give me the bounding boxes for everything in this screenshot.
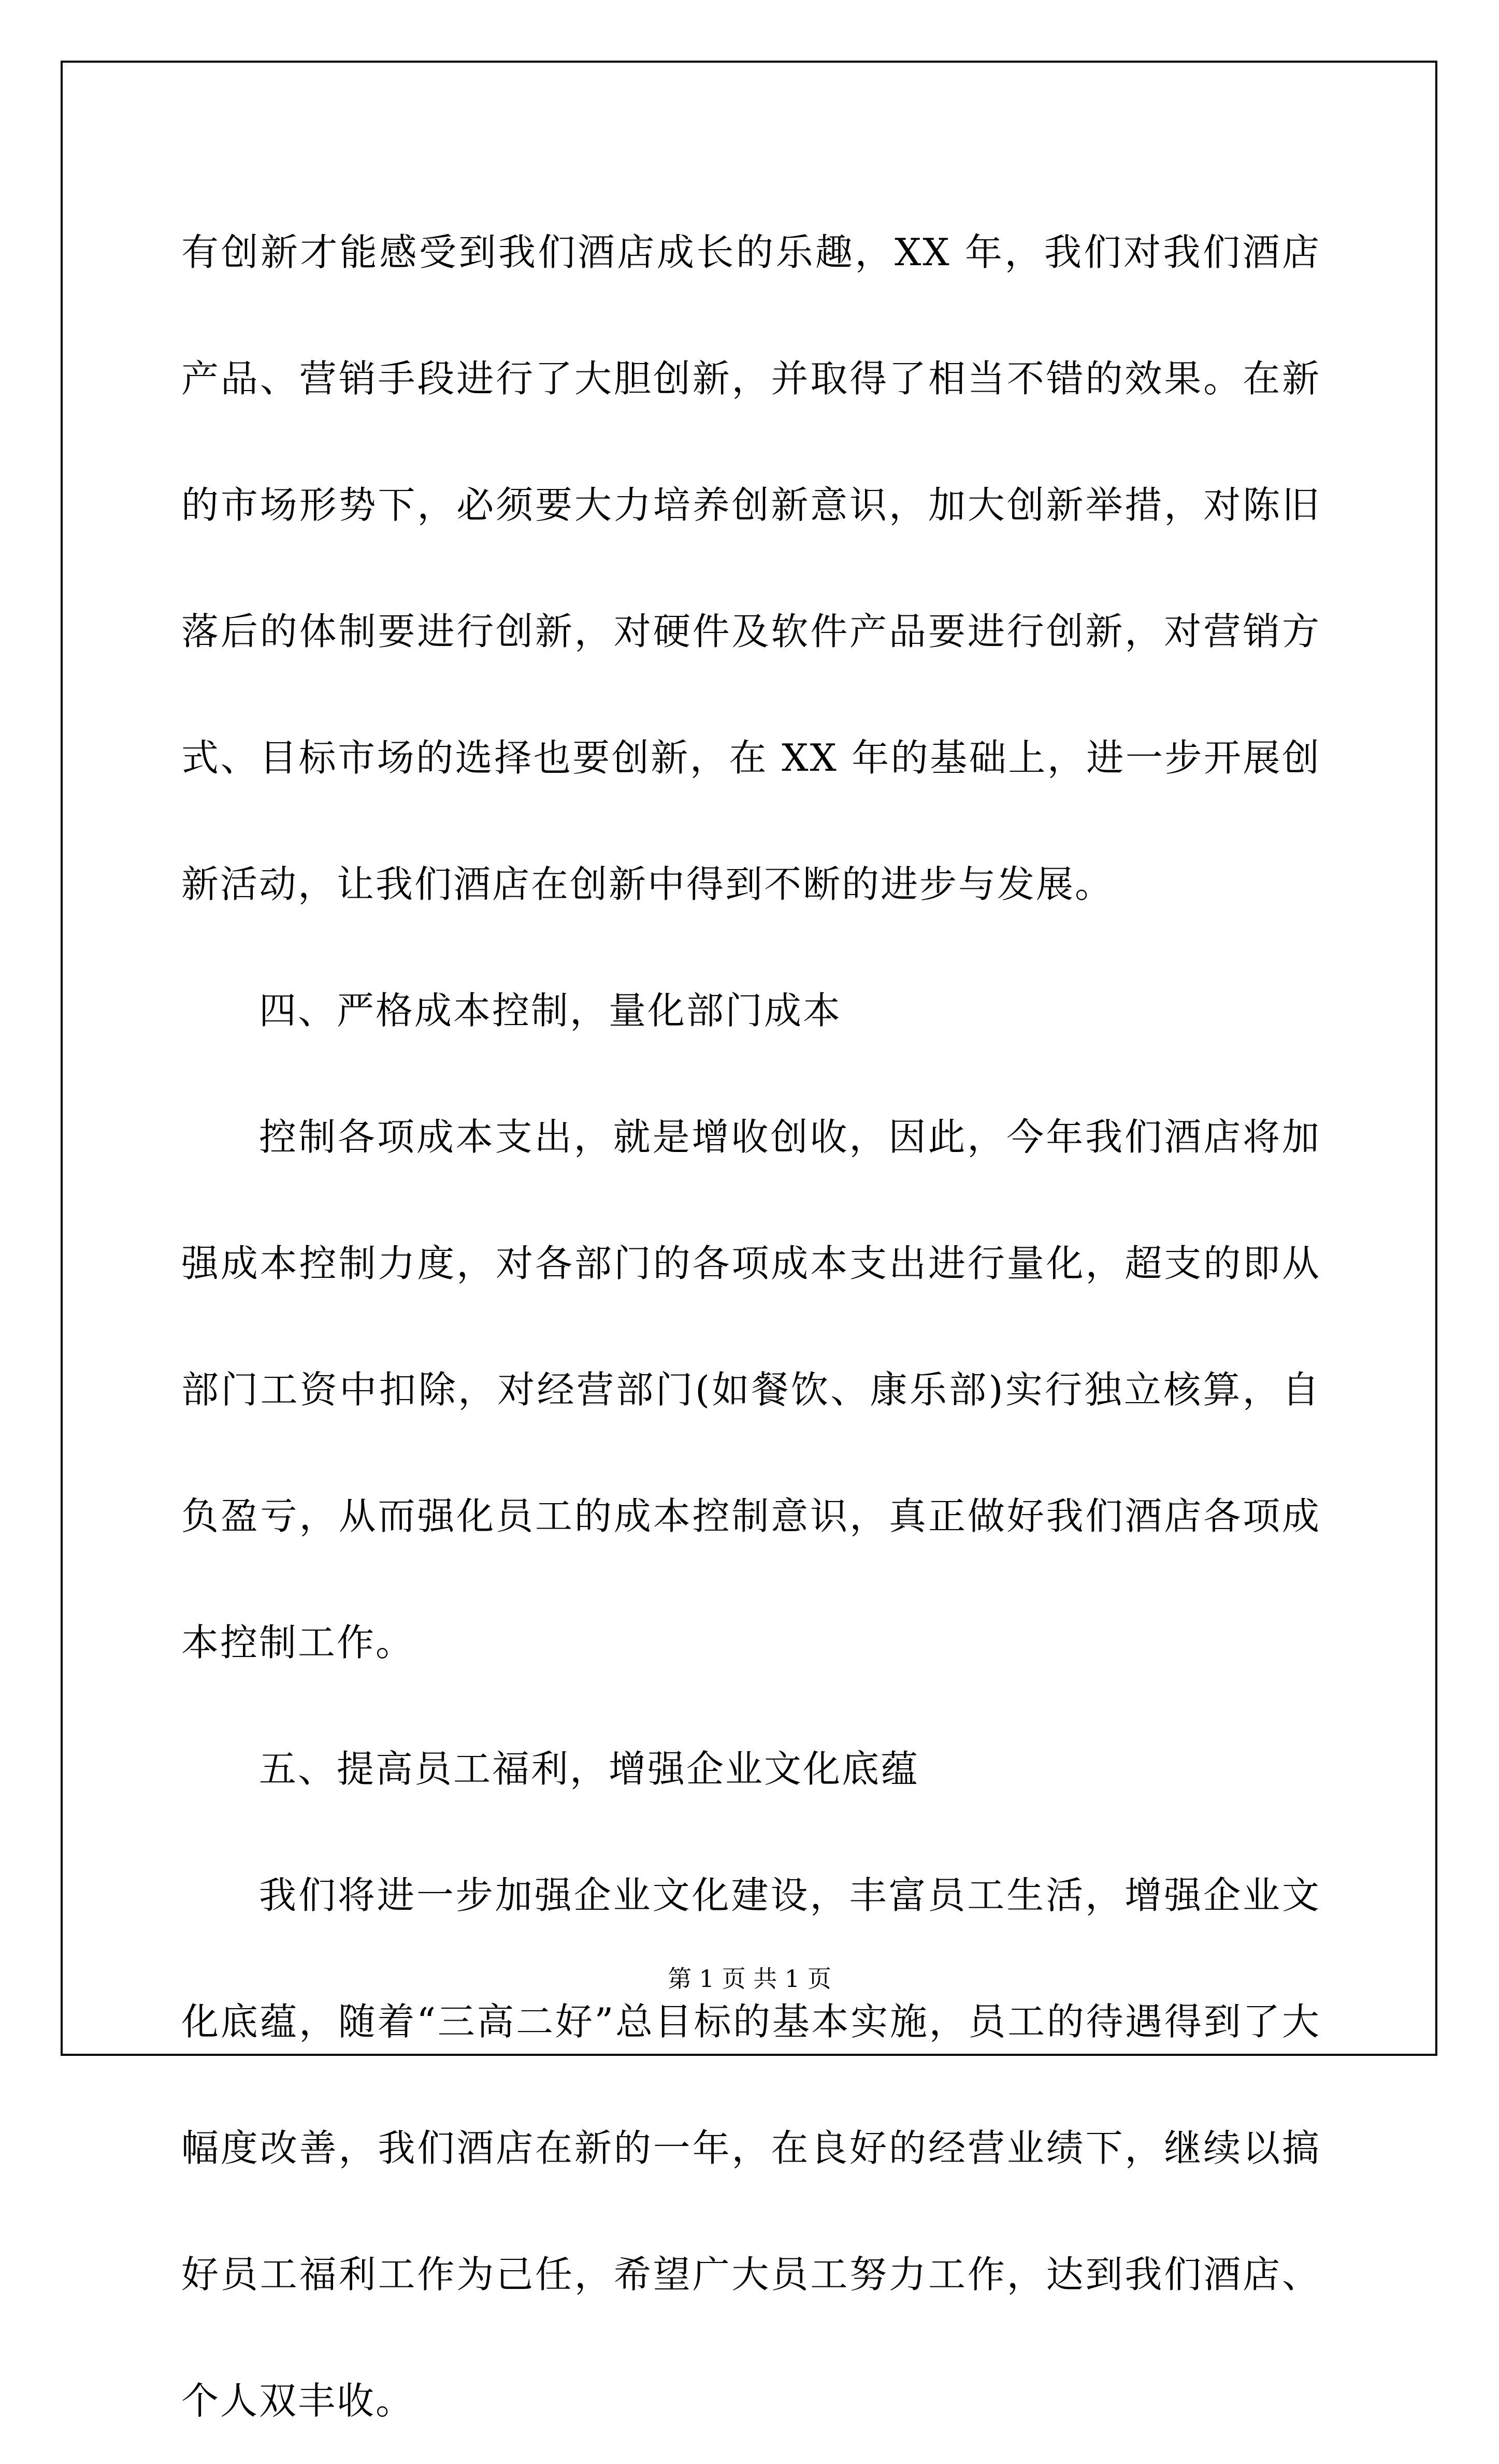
section-heading-cost-control: 四、严格成本控制，量化部门成本	[259, 989, 842, 1032]
paragraph-cost-control: 控制各项成本支出，就是增收创收，因此，今年我们酒店将加强成本控制力度，对各部门的各项成本支出进行量化，超支的即从部门工资中扣除，对经营部门(如餐饮、康乐部)实行独立核算，自负盈亏，从而强化员工的成本控制意识，真正做好我们酒店各项成本控制工作。	[181, 1115, 1321, 1664]
document-body	[181, 189, 1321, 2464]
paragraph-employee-welfare: 我们将进一步加强企业文化建设，丰富员工生活，增强企业文化底蕴，随着“三高二好”总目标的基本实施，员工的待遇得到了大幅度改善，我们酒店在新的一年，在良好的经营业绩下，继续以搞好员工福利工作为己任，希望广大员工努力工作，达到我们酒店、个人双丰收。	[181, 1874, 1321, 2423]
section-heading-employee-welfare: 五、提高员工福利，增强企业文化底蕴	[259, 1747, 920, 1791]
paragraph-innovation: 有创新才能感受到我们酒店成长的乐趣，XX 年，我们对我们酒店产品、营销手段进行了大胆创新，并取得了相当不错的效果。在新的市场形势下，必须要大力培养创新意识，加大创新举措，对陈旧落后的体制要进行创新，对硬件及软件产品要进行创新，对营销方式、目标市场的选择也要创新，在 XX 年的基础上，进一步开展创新活动，让我们酒店在创新中得到不断的进步与发展。	[181, 230, 1321, 906]
page-number-footer: 第 1 页 共 1 页	[668, 1965, 831, 1993]
